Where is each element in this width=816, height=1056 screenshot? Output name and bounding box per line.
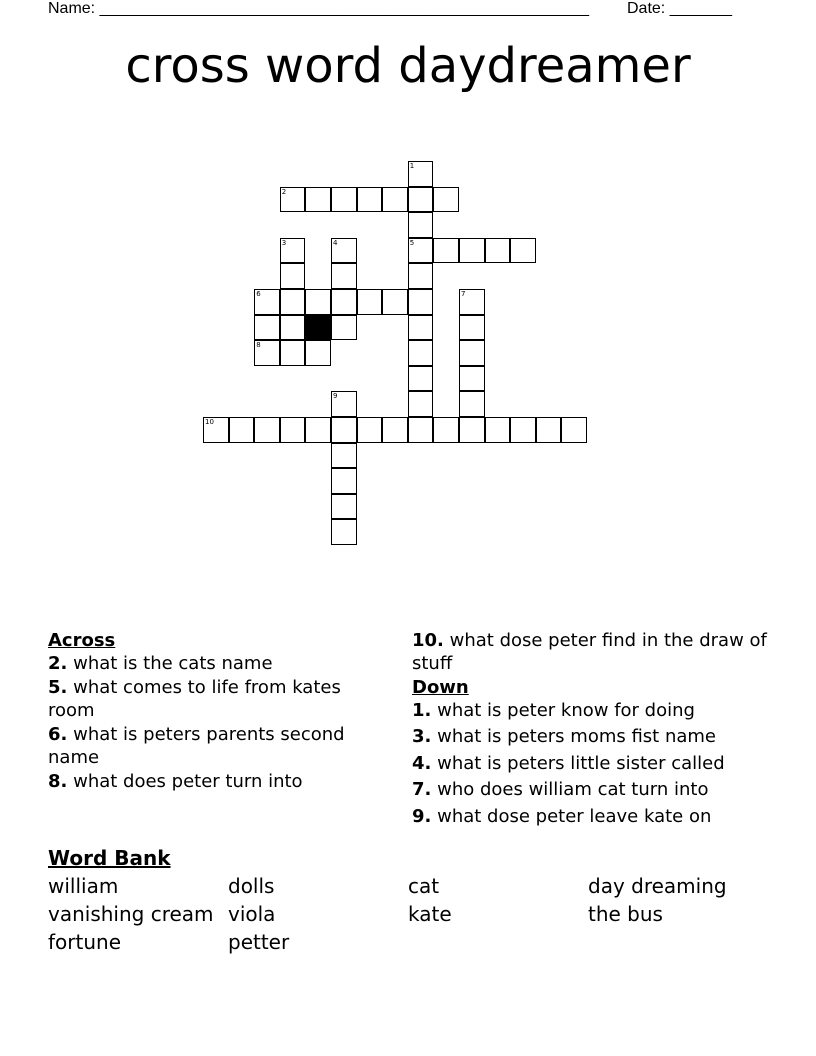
crossword-cell[interactable] <box>357 187 383 213</box>
crossword-cell[interactable] <box>331 417 357 443</box>
crossword-cell[interactable] <box>331 289 357 315</box>
clue-number: 5. <box>48 677 68 698</box>
crossword-cell[interactable] <box>561 417 587 443</box>
clue-text: what dose peter find in the draw of stuff <box>412 630 767 674</box>
clue-number: 9. <box>412 805 432 827</box>
clue-number: 10. <box>412 630 444 651</box>
clue-text: what is peter know for doing <box>437 699 695 721</box>
crossword-cell[interactable] <box>408 340 434 366</box>
crossword-cell[interactable] <box>357 417 383 443</box>
crossword-cell[interactable] <box>459 238 485 264</box>
word-bank-item: cat <box>408 874 440 898</box>
crossword-cell[interactable] <box>408 391 434 417</box>
cell-number: 5 <box>409 238 415 247</box>
down-clue <box>412 700 772 723</box>
crossword-cell[interactable] <box>408 238 434 264</box>
cell-number: 3 <box>281 238 287 247</box>
cell-number: 6 <box>256 290 261 298</box>
down-clue <box>412 806 772 829</box>
crossword-cell[interactable] <box>536 417 562 443</box>
clue-number: 6. <box>48 724 68 745</box>
crossword-cell[interactable] <box>357 289 383 315</box>
crossword-cell[interactable] <box>408 417 434 443</box>
crossword-cell[interactable] <box>408 187 434 213</box>
crossword-cell[interactable] <box>408 315 434 341</box>
clue-text: what is peters parents second name <box>48 724 345 768</box>
clue-text: who does william cat turn into <box>437 779 709 800</box>
date-field: Date: _______ <box>627 0 732 17</box>
clue-number: 8. <box>48 771 68 792</box>
black-cell <box>305 315 331 341</box>
clue-number: 2. <box>48 652 68 674</box>
clue-text: what is peters moms fist name <box>437 726 717 747</box>
word-bank-item: the bus <box>588 902 663 926</box>
crossword-cell[interactable] <box>459 340 485 366</box>
clue-text: what does peter turn into <box>73 771 303 792</box>
word-bank-item: day dreaming <box>588 874 727 898</box>
crossword-cell[interactable] <box>254 289 280 315</box>
crossword-cell[interactable] <box>331 187 357 213</box>
clue-text: what comes to life from kates room <box>48 677 341 721</box>
crossword-cell[interactable] <box>459 391 485 417</box>
crossword-cell[interactable] <box>254 315 280 341</box>
word-bank-item: viola <box>228 902 276 926</box>
crossword-cell[interactable] <box>331 238 357 264</box>
crossword-cell[interactable] <box>433 187 459 213</box>
cell-number: 7 <box>461 290 466 298</box>
clues-left-column <box>48 630 378 796</box>
crossword-cell[interactable] <box>331 391 357 417</box>
word-bank-item: vanishing cream <box>48 902 214 926</box>
clue-number: 4. <box>412 752 432 774</box>
across-clue <box>48 724 378 769</box>
crossword-cell[interactable] <box>382 289 408 315</box>
crossword-cell[interactable] <box>408 289 434 315</box>
word-bank-item: fortune <box>48 930 121 954</box>
crossword-cell[interactable] <box>331 468 357 494</box>
crossword-cell[interactable] <box>229 417 255 443</box>
word-bank-item: dolls <box>228 874 275 898</box>
crossword-cell[interactable] <box>280 315 306 341</box>
crossword-cell[interactable] <box>254 417 280 443</box>
crossword-cell[interactable] <box>485 417 511 443</box>
clue-number: 3. <box>412 726 432 747</box>
crossword-cell[interactable] <box>408 161 434 187</box>
crossword-cell[interactable] <box>280 238 306 264</box>
crossword-cell[interactable] <box>459 366 485 392</box>
clues-right-column <box>412 630 772 832</box>
across-clue <box>48 771 378 794</box>
crossword-cell[interactable] <box>408 263 434 289</box>
clue-number: 7. <box>412 779 432 800</box>
cell-number: 4 <box>333 238 338 247</box>
crossword-cell[interactable] <box>408 366 434 392</box>
crossword-cell[interactable] <box>510 417 536 443</box>
across-clue <box>412 630 772 675</box>
word-bank-item: william <box>48 874 119 898</box>
crossword-cell[interactable] <box>459 315 485 341</box>
crossword-cell[interactable] <box>485 238 511 264</box>
crossword-cell[interactable] <box>331 315 357 341</box>
name-field: Name: _______________________________________________________ <box>48 0 589 17</box>
clue-text: what is peters little sister called <box>437 752 725 774</box>
crossword-cell[interactable] <box>254 340 280 366</box>
cell-number: 10 <box>205 418 214 426</box>
word-bank <box>48 846 788 954</box>
crossword-cell[interactable] <box>305 187 331 213</box>
crossword-cell[interactable] <box>305 417 331 443</box>
crossword-cell[interactable] <box>305 289 331 315</box>
crossword-cell[interactable] <box>203 417 229 443</box>
crossword-cell[interactable] <box>510 238 536 264</box>
word-bank-item: petter <box>228 930 290 954</box>
crossword-cell[interactable] <box>459 417 485 443</box>
crossword-cell[interactable] <box>280 289 306 315</box>
cell-number: 8 <box>256 341 261 350</box>
word-bank-item: kate <box>408 902 452 926</box>
cell-number: 2 <box>281 187 287 196</box>
down-clue <box>412 779 772 802</box>
crossword-cell[interactable] <box>331 443 357 469</box>
down-clue <box>412 726 772 749</box>
down-clue <box>412 753 772 776</box>
across-clue <box>48 677 378 722</box>
across-heading: Across <box>48 630 116 651</box>
crossword-cell[interactable] <box>459 289 485 315</box>
crossword-cell[interactable] <box>382 187 408 213</box>
crossword-cell[interactable] <box>433 238 459 264</box>
crossword-cell[interactable] <box>280 417 306 443</box>
clue-text: what dose peter leave kate on <box>437 805 712 827</box>
clue-number: 1. <box>412 699 432 721</box>
across-clue <box>48 653 378 676</box>
crossword-cell[interactable] <box>408 212 434 238</box>
clue-text: what is the cats name <box>73 652 273 674</box>
crossword-cell[interactable] <box>280 340 306 366</box>
crossword-cell[interactable] <box>433 417 459 443</box>
crossword-cell[interactable] <box>382 417 408 443</box>
crossword-cell[interactable] <box>305 340 331 366</box>
cell-number: 9 <box>333 392 338 401</box>
crossword-cell[interactable] <box>280 263 306 289</box>
crossword-cell[interactable] <box>331 263 357 289</box>
crossword-cell[interactable] <box>331 519 357 545</box>
word-bank-list <box>48 874 788 954</box>
cell-number: 1 <box>409 162 415 170</box>
crossword-cell[interactable] <box>331 494 357 520</box>
crossword-cell[interactable] <box>280 187 306 213</box>
down-heading: Down <box>412 677 469 698</box>
word-bank-heading: Word Bank <box>48 846 171 870</box>
page-title: cross word daydreamer <box>125 38 691 94</box>
